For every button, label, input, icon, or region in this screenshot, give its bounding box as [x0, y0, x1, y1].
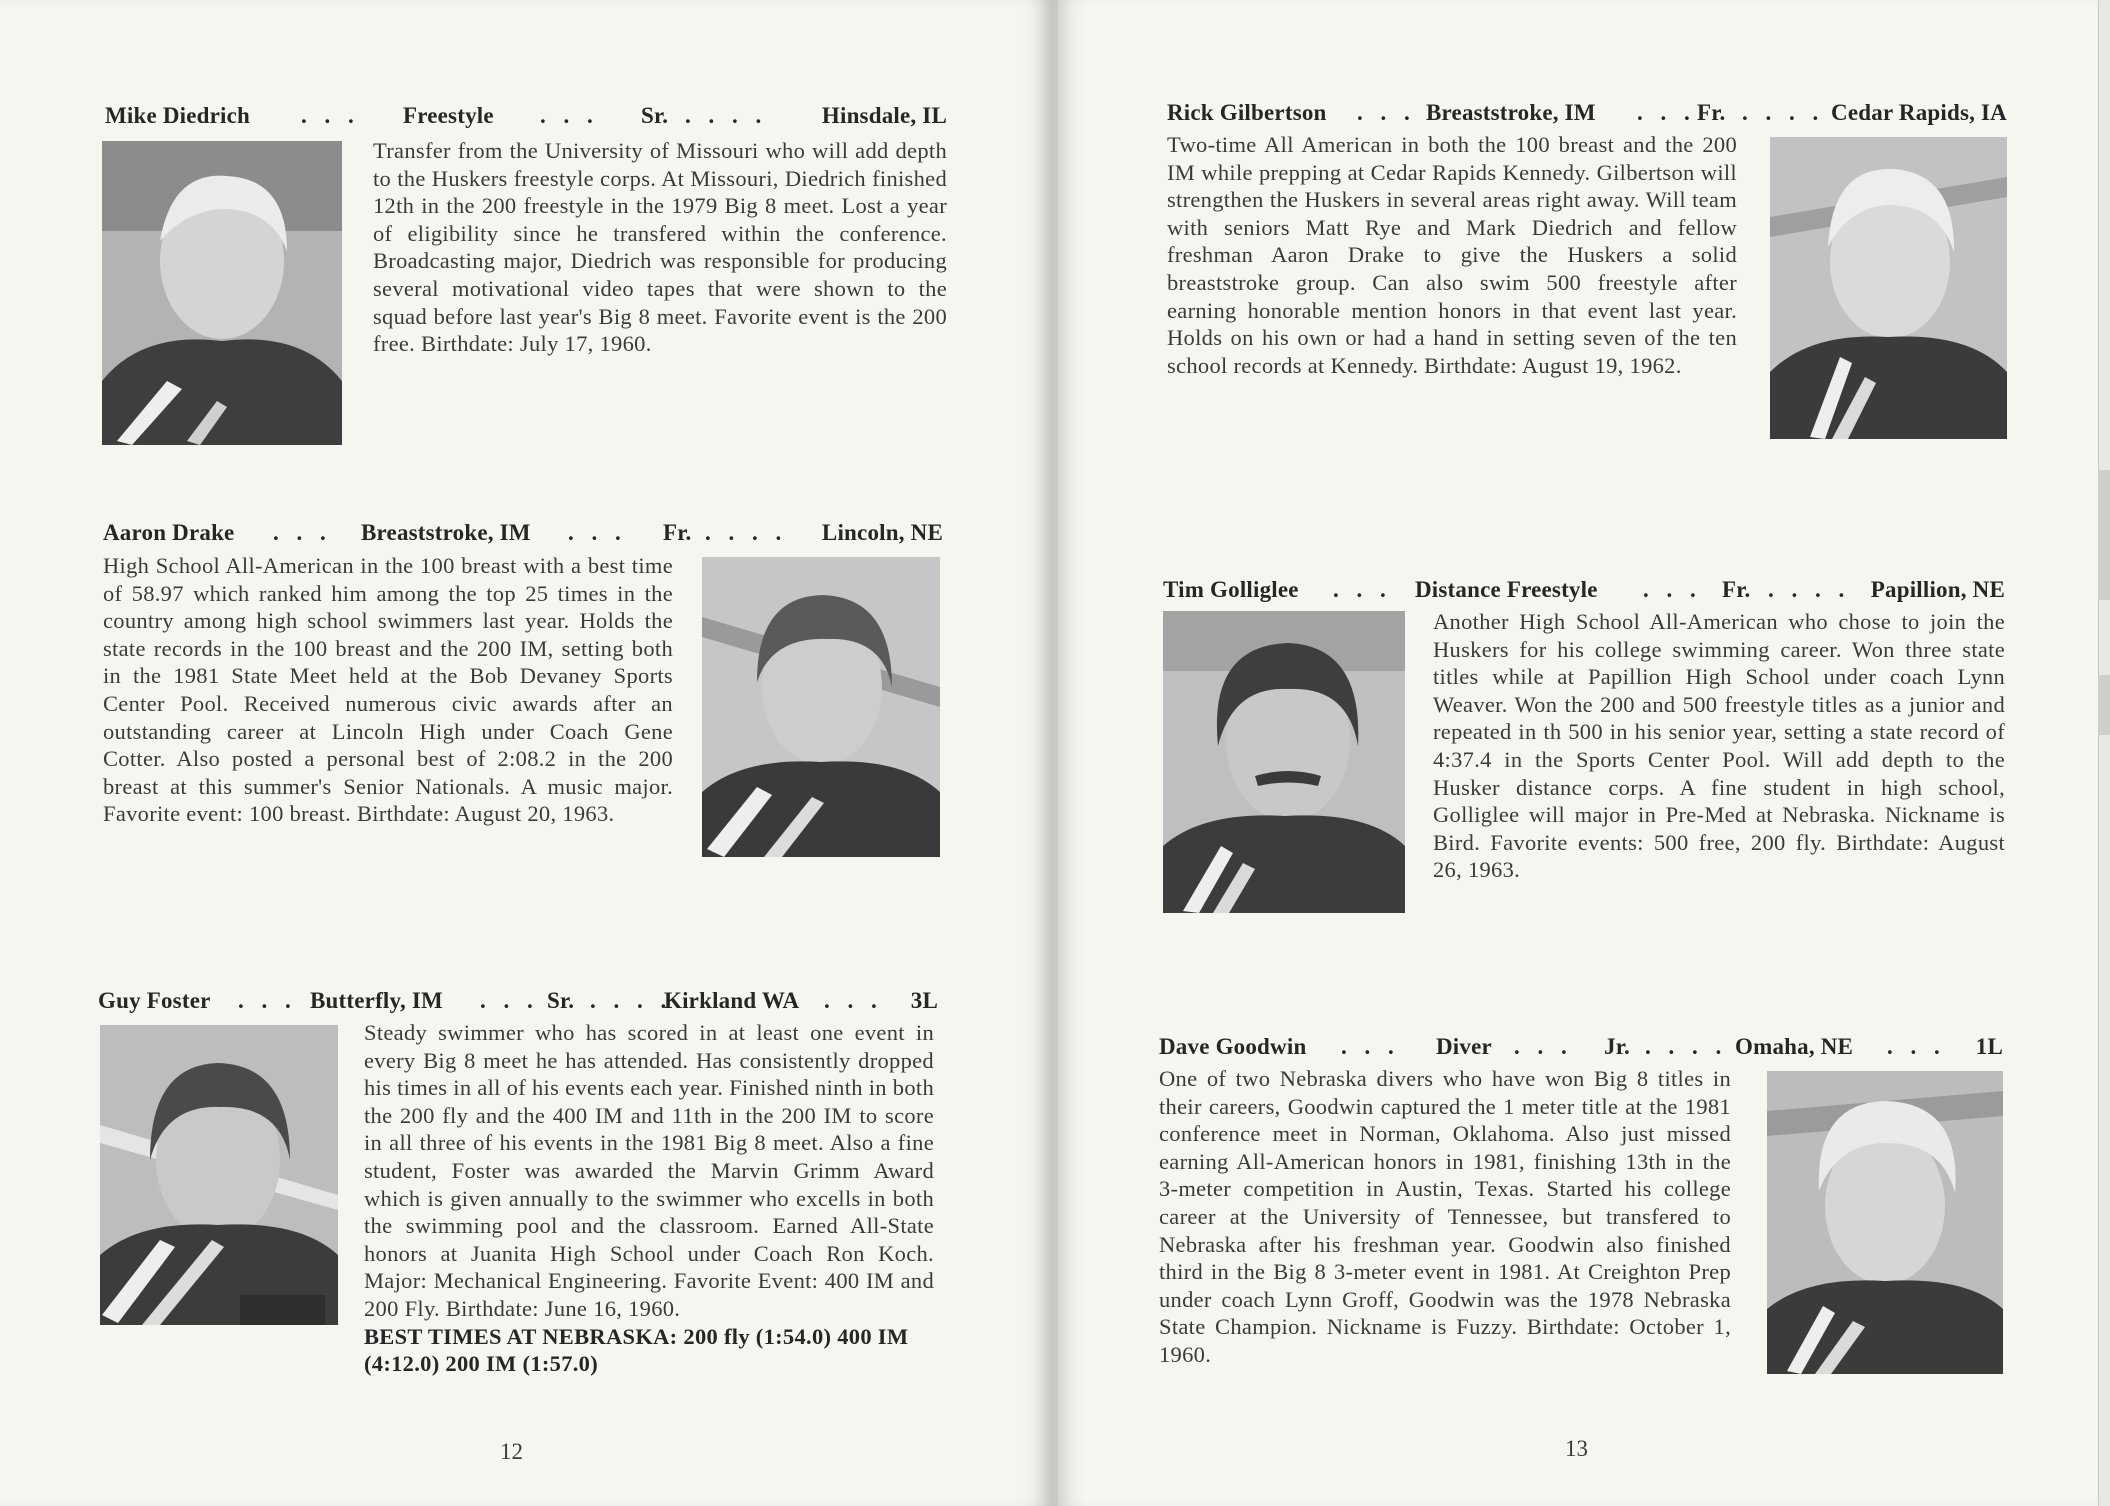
athlete-photo: [1767, 1071, 2003, 1374]
best-times: BEST TIMES AT NEBRASKA: 200 fly (1:54.0) 400 IM (4:12.0) 200 IM (1:57.0): [364, 1323, 909, 1377]
athlete-class: Sr.: [547, 988, 575, 1013]
athlete-class: Jr.: [1604, 1034, 1630, 1059]
athlete-event: Breaststroke, IM: [361, 520, 531, 545]
athlete-hometown: Hinsdale, IL: [821, 103, 947, 128]
athlete-entry: Rick Gilbertson . . . Breaststroke, IM . . . Fr. . . . . Cedar Rapids, IA Two-time All American in both the 100 breast and the 200 IM while prepping at Cedar Rapids Kennedy. Gilbertson will strengthen the Huskers in several areas right away. Will team with seniors Matt Rye and Mark Diedrich and fellow freshman Aaron Drake to give the Huskers a solid breaststroke group. Can also swim 500 freestyle after earning honorable mention honors in that event last year. Holds on his own or had a hand in setting seven of the ten school records at Kennedy. Birthdate: August 19, 1962.: [1167, 100, 2007, 450]
athlete-letters: 3L: [910, 988, 938, 1013]
athlete-name: Dave Goodwin: [1159, 1034, 1307, 1059]
athlete-name: Mike Diedrich: [105, 103, 251, 128]
athlete-class: Sr.: [641, 103, 669, 128]
athlete-photo: [1163, 611, 1405, 913]
athlete-hometown: Cedar Rapids, IA: [1831, 100, 2007, 125]
athlete-entry: Dave Goodwin . . . Diver . . . Jr. . . . . Omaha, NE . . . 1L One of two Nebraska divers who have won Big 8 titles in their careers, Goodwin captured the 1 meter title at the 1981 conference meet in Norman, Oklahoma. Also just missed earning All-American honors in 1981, finishing 13th in the 3-meter competition in Austin, Texas. Started his college career at the University of Tennessee, but transfered to Nebraska after his freshman year. Goodwin also finished third in the Big 8 3-meter event in 1981. At Creighton Prep under coach Lynn Groff, Goodwin was the 1978 Nebraska State Champion. Nickname is Fuzzy. Birthdate: October 1, 1960.: [1159, 1034, 2003, 1434]
athlete-event: Butterfly, IM: [310, 988, 443, 1013]
athlete-hometown: Omaha, NE: [1735, 1034, 1854, 1059]
athlete-bio: High School All-American in the 100 breast with a best time of 58.97 which ranked him among the top 25 times in the country among high school swimmers last year. Holds the state records in the 100 breast and the 200 IM, setting both in the 1981 State Meet held at the Bob Devaney Sports Center Pool. Received numerous civic awards after an outstanding career at Lincoln High under Coach Gene Cotter. Also posted a personal best of 2:08.2 in the 200 breast at this summer's Senior Nationals. A music major. Favorite event: 100 breast. Birthdate: August 20, 1963.: [103, 553, 673, 827]
page-number: 12: [500, 1439, 523, 1464]
athlete-class: Fr.: [663, 520, 692, 545]
athlete-class: Fr.: [1722, 577, 1751, 602]
athlete-hometown: Papillion, NE: [1870, 577, 2005, 602]
athlete-photo: [702, 557, 940, 857]
athlete-hometown: Kirkland WA: [664, 988, 800, 1013]
athlete-bio: [364, 1019, 934, 1378]
athlete-entry: Tim Golliglee . . . Distance Freestyle . . . Fr. . . . . Papillion, NE Another High School All-American who chose to join the Huskers for his college swimming career. Won three state titles while at Papillion High School under coach Lynn Weaver. Won the 200 and 500 freestyle titles as a junior and repeated in th 500 in his senior year, setting a state record of 4:37.4 in the Sports Center Pool. Will add depth to the Husker distance corps. A fine student in high school, Golliglee will major in Pre-Med at Nebraska. Nickname is Bird. Favorite events: 500 free, 200 fly. Birthdate: August 26, 1963.: [1163, 577, 2005, 917]
athlete-photo: [102, 141, 342, 445]
page-number: 13: [1565, 1436, 1588, 1461]
athlete-bio: One of two Nebraska divers who have won Big 8 titles in their careers, Goodwin captured the 1 meter title at the 1981 conference meet in Norman, Oklahoma. Also just missed earning All-American honors in 1981, finishing 13th in the 3-meter competition in Austin, Texas. Started his college career at the University of Tennessee, but transfered to Nebraska after his freshman year. Goodwin also finished third in the Big 8 3-meter event in 1981. At Creighton Prep under coach Lynn Groff, Goodwin was the 1978 Nebraska State Champion. Nickname is Fuzzy. Birthdate: October 1, 1960.: [1159, 1066, 1731, 1367]
athlete-photo: [100, 1025, 338, 1325]
page-edge: [2098, 0, 2110, 1506]
index-tab: [2098, 470, 2110, 600]
athlete-bio: Another High School All-American who chose to join the Huskers for his college swimming career. Won three state titles while at Papillion High School under coach Lynn Weaver. Won the 200 and 500 freestyle titles as a junior and repeated in th 500 in his senior year, setting a state record of 4:37.4 in the Sports Center Pool. Will add depth to the Husker distance corps. A fine student in high school, Golliglee will major in Pre-Med at Nebraska. Nickname is Bird. Favorite events: 500 free, 200 fly. Birthdate: August 26, 1963.: [1433, 609, 2005, 883]
athlete-entry: Mike Diedrich . . . Freestyle . . . Sr. . . . . Hinsdale, IL Transfer from the University of Missouri who will add depth to the Huskers freestyle corps. At Missouri, Diedrich finished 12th in the 200 freestyle in the 1979 Big 8 meet. Lost a year of eligibility since he transfered within the conference. Broadcasting major, Diedrich was responsible for producing several motivational video tapes that were shown to the squad before last year's Big 8 meet. Favorite event is the 200 free. Birthdate: July 17, 1960.: [105, 103, 947, 453]
athlete-bio: Transfer from the University of Missouri who will add depth to the Huskers freestyle corps. At Missouri, Diedrich finished 12th in the 200 freestyle in the 1979 Big 8 meet. Lost a year of eligibility since he transfered within the conference. Broadcasting major, Diedrich was responsible for producing several motivational video tapes that were shown to the squad before last year's Big 8 meet. Favorite event is the 200 free. Birthdate: July 17, 1960.: [373, 138, 947, 357]
athlete-event: Diver: [1436, 1034, 1492, 1059]
athlete-entry: Aaron Drake . . . Breaststroke, IM . . . Fr. . . . . Lincoln, NE High School All-American in the 100 breast with a best time of 58.97 which ranked him among the top 25 times in the country among high school swimmers last year. Holds the state records in the 100 breast and the 200 IM, setting both in the 1981 State Meet held at the Bob Devaney Sports Center Pool. Received numerous civic awards after an outstanding career at Lincoln High under Coach Gene Cotter. Also posted a personal best of 2:08.2 in the 200 breast at this summer's Senior Nationals. A music major. Favorite event: 100 breast. Birthdate: August 20, 1963.: [103, 520, 943, 890]
athlete-event: Freestyle: [403, 103, 494, 128]
athlete-name: Aaron Drake: [103, 520, 235, 545]
athlete-name: Tim Golliglee: [1163, 577, 1299, 602]
athlete-entry: Guy Foster . . . Butterfly, IM . . . Sr. . . . . Kirkland WA . . . 3L Steady swimmer who has scored in at least one event in every Big 8 meet he has attended. Has consistently dropped his times in all of his events each year. Finished ninth in both the 200 fly and the 400 IM and 11th in the 200 IM to score in all three of his events in the 1981 Big 8 meet. Also a fine student, Foster was awarded the Marvin Grimm Award which is given annually to the swimmer who excells in both the swimming pool and the classroom. Earned All-State honors at Juanita High School under Coach Ron Koch. Major: Mechanical Engineering. Favorite Event: 400 IM and 200 Fly. Birthdate: June 16, 1960. BEST TIMES AT NEBRASKA: 200 fly (1:54.0) 400 IM (4:12.0) 200 IM (1:57.0): [98, 988, 938, 1377]
athlete-bio: Two-time All American in both the 100 breast and the 200 IM while prepping at Cedar Rapids Kennedy. Gilbertson will strengthen the Huskers in several areas right away. Will team with seniors Matt Rye and Mark Diedrich and fellow freshman Aaron Drake to give the Huskers a solid breaststroke group. Can also swim 500 freestyle after earning honorable mention honors in that event last year. Holds on his own or had a hand in setting seven of the ten school records at Kennedy. Birthdate: August 19, 1962.: [1167, 132, 1737, 378]
athlete-letters: 1L: [1975, 1034, 2003, 1059]
index-tab: [2098, 675, 2110, 735]
athlete-class: Fr.: [1697, 100, 1726, 125]
athlete-bio-text: Steady swimmer who has scored in at least one event in every Big 8 meet he has attended. Has consistently dropped his times in all of his events each year. Finished ninth in both the 200 fly and the 400 IM and 11th in the 200 IM to score in all three of his events in the 1981 Big 8 meet. Also a fine student, Foster was awarded the Marvin Grimm Award which is given annually to the swimmer who excells in both the swimming pool and the classroom. Earned All-State honors at Juanita High School under Coach Ron Koch. Major: Mechanical Engineering. Favorite Event: 400 IM and 200 Fly. Birthdate: June 16, 1960.: [364, 1020, 934, 1321]
book-spine: [1050, 0, 1058, 1506]
athlete-photo: [1770, 137, 2007, 439]
athlete-name: Guy Foster: [98, 988, 211, 1013]
athlete-name: Rick Gilbertson: [1167, 100, 1327, 125]
athlete-hometown: Lincoln, NE: [821, 520, 943, 545]
athlete-event: Breaststroke, IM: [1426, 100, 1596, 125]
athlete-event: Distance Freestyle: [1415, 577, 1598, 602]
